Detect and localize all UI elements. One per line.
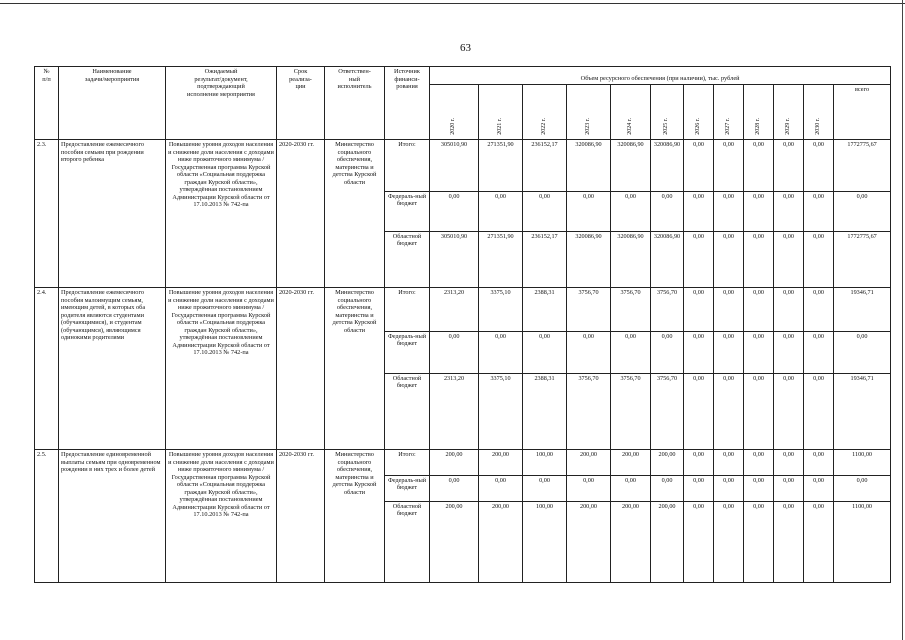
year-value: 0,00 bbox=[684, 288, 714, 332]
expected-result: Повышение уровня доходов населения и снижение доли населения с доходами ниже прожиточного минимума / Государственная программа Курской области «Социальная поддержка граждан Курской области», утверждённая постановлением Администрации Курской области от 17.10.2013 № 742-па bbox=[166, 450, 277, 583]
year-value: 320086,90 bbox=[567, 140, 611, 192]
year-value: 200,00 bbox=[611, 502, 651, 583]
responsible-executor: Министерство социального обеспечения, материнства и детства Курской области bbox=[325, 288, 385, 450]
table-row bbox=[35, 288, 891, 332]
year-value: 2388,31 bbox=[523, 374, 567, 450]
total-value: 0,00 bbox=[834, 476, 891, 502]
year-value: 320086,90 bbox=[651, 140, 684, 192]
year-value: 271351,90 bbox=[479, 232, 523, 288]
year-value: 0,00 bbox=[430, 192, 479, 232]
year-value: 0,00 bbox=[567, 332, 611, 374]
year-value: 0,00 bbox=[804, 192, 834, 232]
year-value: 3756,70 bbox=[567, 374, 611, 450]
implementation-term: 2020-2030 гг. bbox=[277, 140, 325, 288]
year-value: 3375,10 bbox=[479, 374, 523, 450]
year-value: 236152,17 bbox=[523, 140, 567, 192]
year-value: 0,00 bbox=[684, 332, 714, 374]
year-value: 3756,70 bbox=[611, 288, 651, 332]
year-value: 0,00 bbox=[684, 450, 714, 476]
year-value: 2313,20 bbox=[430, 288, 479, 332]
year-value: 0,00 bbox=[774, 476, 804, 502]
funding-source: Областной бюджет bbox=[385, 502, 430, 583]
year-value: 0,00 bbox=[523, 476, 567, 502]
total-value: 1100,00 bbox=[834, 502, 891, 583]
year-value: 0,00 bbox=[523, 332, 567, 374]
page-number: 63 bbox=[460, 42, 471, 54]
total-value: 19346,71 bbox=[834, 288, 891, 332]
year-value: 100,00 bbox=[523, 502, 567, 583]
year-value: 0,00 bbox=[774, 192, 804, 232]
year-value: 0,00 bbox=[611, 332, 651, 374]
col-volume-header: Объем ресурсного обеспечения (при наличии), тыс. рублей bbox=[430, 67, 891, 85]
year-value: 0,00 bbox=[804, 332, 834, 374]
year-value: 3756,70 bbox=[567, 288, 611, 332]
total-header: всего bbox=[834, 85, 891, 140]
year-header: 2028 г. bbox=[744, 85, 774, 140]
year-value: 0,00 bbox=[804, 450, 834, 476]
year-value: 0,00 bbox=[714, 476, 744, 502]
row-number: 2.3. bbox=[35, 140, 59, 288]
funding-source: Федераль-ный бюджет bbox=[385, 332, 430, 374]
year-value: 0,00 bbox=[744, 232, 774, 288]
year-value: 0,00 bbox=[684, 502, 714, 583]
year-value: 0,00 bbox=[744, 192, 774, 232]
col-source-header: Источник финанси- рования bbox=[385, 67, 430, 140]
year-value: 0,00 bbox=[479, 192, 523, 232]
resource-table bbox=[34, 66, 891, 583]
year-value: 200,00 bbox=[430, 502, 479, 583]
year-value: 0,00 bbox=[479, 332, 523, 374]
year-value: 305010,90 bbox=[430, 140, 479, 192]
year-value: 0,00 bbox=[744, 288, 774, 332]
funding-source: Федераль-ный бюджет bbox=[385, 192, 430, 232]
year-value: 0,00 bbox=[804, 374, 834, 450]
year-value: 100,00 bbox=[523, 450, 567, 476]
year-header: 2029 г. bbox=[774, 85, 804, 140]
year-value: 0,00 bbox=[611, 192, 651, 232]
year-value: 0,00 bbox=[651, 192, 684, 232]
year-header: 2024 г. bbox=[611, 85, 651, 140]
year-header: 2021 г. bbox=[479, 85, 523, 140]
year-value: 0,00 bbox=[684, 140, 714, 192]
year-value: 3756,70 bbox=[651, 374, 684, 450]
total-value: 19346,71 bbox=[834, 374, 891, 450]
year-value: 0,00 bbox=[651, 332, 684, 374]
year-value: 320086,90 bbox=[567, 232, 611, 288]
year-header: 2030 г. bbox=[804, 85, 834, 140]
responsible-executor: Министерство социального обеспечения, материнства и детства Курской области bbox=[325, 450, 385, 583]
year-value: 200,00 bbox=[479, 502, 523, 583]
row-number: 2.5. bbox=[35, 450, 59, 583]
year-value: 236152,17 bbox=[523, 232, 567, 288]
total-value: 0,00 bbox=[834, 332, 891, 374]
implementation-term: 2020-2030 гг. bbox=[277, 450, 325, 583]
col-term-header: Срок реализа- ции bbox=[277, 67, 325, 140]
year-value: 0,00 bbox=[430, 476, 479, 502]
year-value: 0,00 bbox=[774, 232, 804, 288]
year-value: 0,00 bbox=[523, 192, 567, 232]
year-value: 200,00 bbox=[430, 450, 479, 476]
year-value: 0,00 bbox=[744, 476, 774, 502]
year-header: 2027 г. bbox=[714, 85, 744, 140]
year-value: 0,00 bbox=[804, 476, 834, 502]
year-header: 2022 г. bbox=[523, 85, 567, 140]
year-value: 200,00 bbox=[567, 450, 611, 476]
year-value: 0,00 bbox=[744, 374, 774, 450]
year-value: 0,00 bbox=[651, 476, 684, 502]
year-value: 0,00 bbox=[611, 476, 651, 502]
task-name: Предоставление ежемесячного пособия малоимущим семьям, имеющим детей, в которых оба родителя являются студентами (обучающимися), и студентам (обучающимся), являющимся одинокими родителями bbox=[59, 288, 166, 450]
year-value: 0,00 bbox=[714, 192, 744, 232]
row-number: 2.4. bbox=[35, 288, 59, 450]
year-header: 2026 г. bbox=[684, 85, 714, 140]
implementation-term: 2020-2030 гг. bbox=[277, 288, 325, 450]
year-value: 0,00 bbox=[744, 140, 774, 192]
year-value: 0,00 bbox=[714, 140, 744, 192]
year-value: 2388,31 bbox=[523, 288, 567, 332]
year-value: 0,00 bbox=[714, 374, 744, 450]
col-result-header: Ожидаемый результат/документ, подтверждающий исполнение мероприятия bbox=[166, 67, 277, 140]
funding-source: Областной бюджет bbox=[385, 232, 430, 288]
year-value: 305010,90 bbox=[430, 232, 479, 288]
page-top-rule bbox=[0, 3, 905, 4]
col-name-header: Наименование задачи/мероприятия bbox=[59, 67, 166, 140]
year-value: 200,00 bbox=[651, 502, 684, 583]
table-row bbox=[35, 450, 891, 476]
year-value: 0,00 bbox=[714, 502, 744, 583]
year-value: 0,00 bbox=[744, 450, 774, 476]
year-value: 0,00 bbox=[804, 232, 834, 288]
col-num-header: № п/п bbox=[35, 67, 59, 140]
year-value: 0,00 bbox=[744, 332, 774, 374]
funding-source: Итого: bbox=[385, 140, 430, 192]
year-value: 0,00 bbox=[774, 288, 804, 332]
year-value: 0,00 bbox=[774, 332, 804, 374]
total-value: 1772775,67 bbox=[834, 232, 891, 288]
year-value: 320086,90 bbox=[651, 232, 684, 288]
year-value: 0,00 bbox=[714, 288, 744, 332]
funding-source: Итого: bbox=[385, 450, 430, 476]
year-value: 320086,90 bbox=[611, 140, 651, 192]
year-value: 0,00 bbox=[774, 450, 804, 476]
year-value: 0,00 bbox=[774, 502, 804, 583]
year-value: 0,00 bbox=[774, 374, 804, 450]
funding-source: Итого: bbox=[385, 288, 430, 332]
year-value: 0,00 bbox=[684, 476, 714, 502]
responsible-executor: Министерство социального обеспечения, материнства и детства Курской области bbox=[325, 140, 385, 288]
funding-source: Областной бюджет bbox=[385, 374, 430, 450]
year-value: 0,00 bbox=[714, 232, 744, 288]
year-value: 0,00 bbox=[744, 502, 774, 583]
col-executor-header: Ответствен- ный исполнитель bbox=[325, 67, 385, 140]
funding-source: Федераль-ный бюджет bbox=[385, 476, 430, 502]
year-value: 3375,10 bbox=[479, 288, 523, 332]
expected-result: Повышение уровня доходов населения и снижение доли населения с доходами ниже прожиточного минимума / Государственная программа Курской области «Социальная поддержка граждан Курской области», утверждённая постановлением Администрации Курской области от 17.10.2013 № 742-па bbox=[166, 288, 277, 450]
expected-result: Повышение уровня доходов населения и снижение доли населения с доходами ниже прожиточного минимума / Государственная программа Курской области «Социальная поддержка граждан Курской области», утверждённая постановлением Администрации Курской области от 17.10.2013 № 742-па bbox=[166, 140, 277, 288]
year-value: 3756,70 bbox=[611, 374, 651, 450]
year-value: 0,00 bbox=[714, 450, 744, 476]
year-value: 0,00 bbox=[804, 288, 834, 332]
year-header: 2025 г. bbox=[651, 85, 684, 140]
year-header: 2020 г. bbox=[430, 85, 479, 140]
year-value: 0,00 bbox=[567, 476, 611, 502]
year-value: 2313,20 bbox=[430, 374, 479, 450]
year-value: 200,00 bbox=[479, 450, 523, 476]
year-value: 0,00 bbox=[714, 332, 744, 374]
year-value: 0,00 bbox=[567, 192, 611, 232]
year-value: 0,00 bbox=[774, 140, 804, 192]
page-right-rule bbox=[902, 0, 903, 640]
year-value: 0,00 bbox=[684, 374, 714, 450]
year-value: 3756,70 bbox=[651, 288, 684, 332]
year-value: 320086,90 bbox=[611, 232, 651, 288]
total-value: 1772775,67 bbox=[834, 140, 891, 192]
year-value: 0,00 bbox=[684, 192, 714, 232]
task-name: Предоставление ежемесячного пособия семьям при рождении второго ребенка bbox=[59, 140, 166, 288]
total-value: 1100,00 bbox=[834, 450, 891, 476]
year-value: 0,00 bbox=[430, 332, 479, 374]
year-value: 200,00 bbox=[567, 502, 611, 583]
year-value: 200,00 bbox=[611, 450, 651, 476]
year-header: 2023 г. bbox=[567, 85, 611, 140]
total-value: 0,00 bbox=[834, 192, 891, 232]
year-value: 0,00 bbox=[804, 502, 834, 583]
year-value: 0,00 bbox=[684, 232, 714, 288]
year-value: 200,00 bbox=[651, 450, 684, 476]
year-value: 0,00 bbox=[804, 140, 834, 192]
table-row bbox=[35, 140, 891, 192]
year-value: 271351,90 bbox=[479, 140, 523, 192]
task-name: Предоставление единовременной выплаты семьям при одновременном рождении в них трех и более детей bbox=[59, 450, 166, 583]
year-value: 0,00 bbox=[479, 476, 523, 502]
